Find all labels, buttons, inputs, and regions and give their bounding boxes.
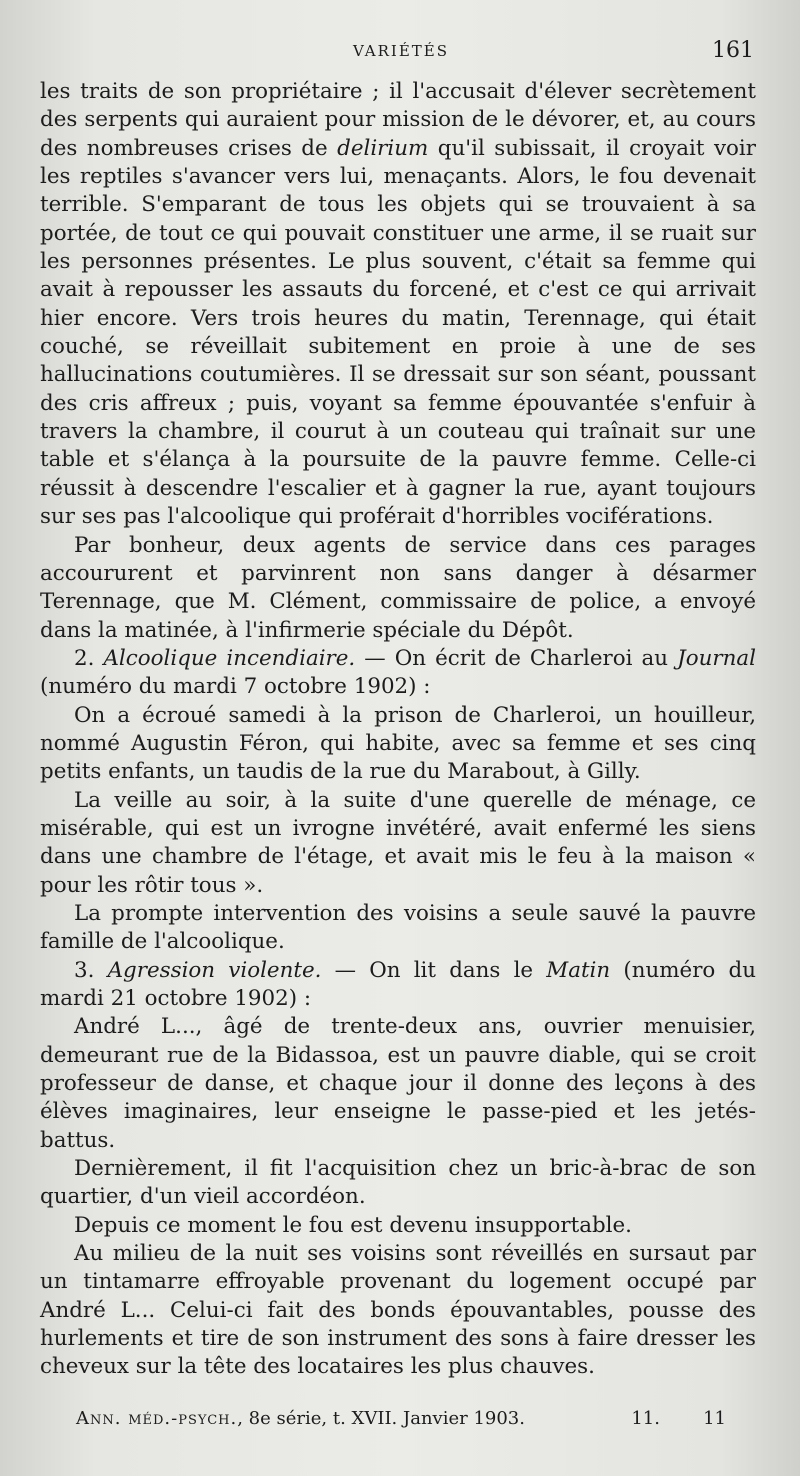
paragraph: Au milieu de la nuit ses voisins sont réveillés en sursaut par un tintamarre effroyable provenant du logement occupé par André L... Celui-ci fait des bonds épouvantables, pousse des hurlements et tire de son instrument des sons à faire dresser les cheveux sur la tête des locataires les plus chauves. xyxy=(40,1241,756,1380)
paragraph: les traits de son propriétaire ; il l'accusait d'élever secrètement des serpents qui auraient pour mission de le dévorer, et, au cours des nombreuses crises de delirium qu'il subissait, il croyait voir les reptiles s'avancer vers lui, menaçants. Alors, le fou devenait terrible. S'emparant de tous les objets qui se trouvaient à sa portée, de tout ce qui pouvait constituer une arme, il se ruait sur les personnes présentes. Le plus souvent, c'était sa femme qui avait à repousser les assauts du forcené, et c'est ce qui arrivait hier encore. Vers trois heures du matin, Terennage, qui était couché, se réveillait subitement en proie à une de ses hallucinations coutumières. Il se dressait sur son séant, poussant des cris affreux ; puis, voyant sa femme épouvantée s'enfuir à travers la chambre, il courut à un couteau qui traînait sur une table et s'élança à la poursuite de la pauvre femme. Celle-ci réussit à descendre l'escalier et à gagner la rue, ayant toujours sur ses pas l'alcoolique qui proférait d'horribles vociférations. xyxy=(40,79,756,530)
page-number: 161 xyxy=(712,38,754,63)
signature-mark: 11. xyxy=(631,1408,660,1429)
journal-citation: Ann. méd.-psych., 8e série, t. XVII. Janvier 1903. xyxy=(76,1408,525,1429)
journal-name: Matin xyxy=(546,957,611,983)
journal-name: Journal xyxy=(677,645,756,671)
paragraph: La veille au soir, à la suite d'une querelle de ménage, ce misérable, qui est un ivrogne invétéré, avait enfermé les siens dans une chambre de l'étage, et avait mis le feu à la maison « pour les rôtir tous ». xyxy=(40,787,756,898)
signature-number: 11 xyxy=(703,1408,726,1429)
section-item-3: 3. Agression violente. — On lit dans le Matin (numéro du mardi 21 octobre 1902) : xyxy=(40,957,756,1011)
running-head xyxy=(48,38,754,68)
paragraph: Dernièrement, il fit l'acquisition chez un bric-à-brac de son quartier, d'un vieil accordéon. xyxy=(40,1156,756,1210)
body-text xyxy=(40,78,756,1382)
paragraph: Par bonheur, deux agents de service dans ces parages accoururent et parvinrent non sans danger à désarmer Terennage, que M. Clément, commissaire de police, a envoyé dans la matinée, à l'infirmerie spéciale du Dépôt. xyxy=(40,532,756,643)
section-item-2: 2. Alcoolique incendiaire. — On écrit de Charleroi au Journal (numéro du mardi 7 octobre 1902) : xyxy=(40,645,756,700)
paragraph: André L..., âgé de trente-deux ans, ouvrier menuisier, demeurant rue de la Bidassoa, est un pauvre diable, qui se croit professeur de danse, et chaque jour il donne des leçons à des élèves imaginaires, leur enseigne le passe-pied et les jetés-battus. xyxy=(40,1014,756,1153)
paragraph: La prompte intervention des voisins a seule sauvé la pauvre famille de l'alcoolique. xyxy=(40,900,756,955)
paragraph: Depuis ce moment le fou est devenu insupportable. xyxy=(74,1212,632,1238)
item-title: Agression violente. xyxy=(107,957,322,983)
item-title: Alcoolique incendiaire. xyxy=(103,645,356,671)
section-title: VARIÉTÉS xyxy=(352,42,450,60)
paragraph: On a écroué samedi à la prison de Charleroi, un houilleur, nommé Augustin Féron, qui habite, avec sa femme et ses cinq petits enfants, un taudis de la rue du Marabout, à Gilly. xyxy=(40,702,756,785)
